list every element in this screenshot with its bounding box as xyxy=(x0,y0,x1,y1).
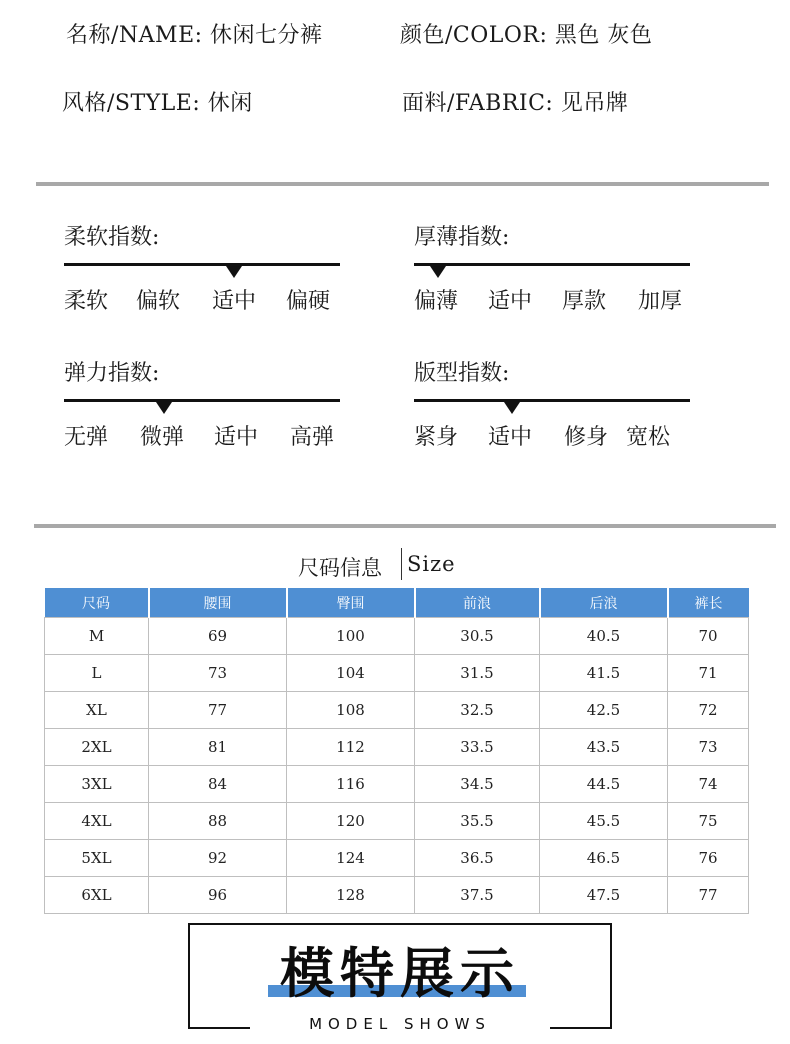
size-table-cell: 70 xyxy=(668,618,749,655)
size-table-cell: 100 xyxy=(287,618,415,655)
size-table-cell: 104 xyxy=(287,655,415,692)
elasticity-option-4: 高弹 xyxy=(290,425,335,450)
size-table-cell: 128 xyxy=(287,877,415,914)
size-table xyxy=(44,588,749,914)
size-table-cell: 96 xyxy=(149,877,287,914)
size-table-cell: 73 xyxy=(149,655,287,692)
size-table-cell: 40.5 xyxy=(540,618,668,655)
size-table-cell: 45.5 xyxy=(540,803,668,840)
thickness-marker-icon xyxy=(430,266,446,278)
size-table-cell: 30.5 xyxy=(415,618,540,655)
size-table-cell: 112 xyxy=(287,729,415,766)
size-table-cell: XL xyxy=(45,692,149,729)
fit-option-3: 修身 xyxy=(564,425,609,450)
size-table-cell: 88 xyxy=(149,803,287,840)
size-table-cell: 84 xyxy=(149,766,287,803)
size-header-cell: 腰围 xyxy=(149,588,287,618)
size-title-en: Size xyxy=(407,552,456,576)
product-color: 颜色/COLOR: 黑色 灰色 xyxy=(400,23,653,48)
elasticity-marker-icon xyxy=(156,402,172,414)
softness-marker-icon xyxy=(226,266,242,278)
size-table-cell: 77 xyxy=(149,692,287,729)
top-separator xyxy=(36,182,769,186)
size-table-cell: M xyxy=(45,618,149,655)
table-row xyxy=(45,803,749,840)
softness-option-4: 偏硬 xyxy=(286,289,331,314)
model-shows-subtitle: MODEL SHOWS xyxy=(309,1015,491,1033)
middle-separator xyxy=(34,524,776,528)
size-table-cell: 108 xyxy=(287,692,415,729)
size-table-cell: 44.5 xyxy=(540,766,668,803)
size-header-cell: 臀围 xyxy=(287,588,415,618)
model-shows-banner xyxy=(188,923,612,1033)
thickness-option-1: 偏薄 xyxy=(414,289,459,314)
elasticity-option-2: 微弹 xyxy=(140,425,185,450)
table-row xyxy=(45,729,749,766)
size-table-cell: 32.5 xyxy=(415,692,540,729)
size-table-cell: 36.5 xyxy=(415,840,540,877)
thickness-option-2: 适中 xyxy=(488,289,533,314)
size-table-cell: 35.5 xyxy=(415,803,540,840)
size-table-cell: 75 xyxy=(668,803,749,840)
size-table-cell: 92 xyxy=(149,840,287,877)
size-table-cell: 6XL xyxy=(45,877,149,914)
thickness-option-3: 厚款 xyxy=(562,289,607,314)
size-title-cn: 尺码信息 xyxy=(298,556,382,580)
size-table-cell: 31.5 xyxy=(415,655,540,692)
size-table-cell: 43.5 xyxy=(540,729,668,766)
size-header-cell: 后浪 xyxy=(540,588,668,618)
size-table-body xyxy=(45,618,749,914)
fit-marker-icon xyxy=(504,402,520,414)
size-table-cell: 72 xyxy=(668,692,749,729)
size-table-cell: 81 xyxy=(149,729,287,766)
size-table-cell: 41.5 xyxy=(540,655,668,692)
elasticity-scale-line xyxy=(64,399,340,402)
elasticity-option-3: 适中 xyxy=(214,425,259,450)
size-table-cell: 2XL xyxy=(45,729,149,766)
size-table-cell: 76 xyxy=(668,840,749,877)
size-table-cell: 74 xyxy=(668,766,749,803)
thickness-scale-line xyxy=(414,263,690,266)
size-header-cell: 尺码 xyxy=(45,588,149,618)
elasticity-option-1: 无弹 xyxy=(64,425,109,450)
size-table-cell: 77 xyxy=(668,877,749,914)
table-row xyxy=(45,692,749,729)
size-table-cell: 3XL xyxy=(45,766,149,803)
fit-scale-line xyxy=(414,399,690,402)
thickness-title: 厚薄指数: xyxy=(414,225,510,250)
table-row xyxy=(45,766,749,803)
thickness-option-4: 加厚 xyxy=(638,289,683,314)
size-table-cell: 116 xyxy=(287,766,415,803)
fit-title: 版型指数: xyxy=(414,361,510,386)
size-table-cell: 37.5 xyxy=(415,877,540,914)
product-fabric: 面料/FABRIC: 见吊牌 xyxy=(402,91,629,116)
size-table-cell: 46.5 xyxy=(540,840,668,877)
size-header-cell: 裤长 xyxy=(668,588,749,618)
model-shows-title: 模特展示 xyxy=(280,942,520,1005)
size-table-cell: L xyxy=(45,655,149,692)
table-row xyxy=(45,840,749,877)
table-row xyxy=(45,618,749,655)
size-table-cell: 42.5 xyxy=(540,692,668,729)
size-table-cell: 47.5 xyxy=(540,877,668,914)
product-name: 名称/NAME: 休闲七分裤 xyxy=(66,23,323,48)
softness-option-1: 柔软 xyxy=(64,289,109,314)
size-table-cell: 34.5 xyxy=(415,766,540,803)
size-table-cell: 73 xyxy=(668,729,749,766)
size-table-cell: 71 xyxy=(668,655,749,692)
product-style: 风格/STYLE: 休闲 xyxy=(62,91,253,116)
size-table-header-row xyxy=(45,588,749,618)
softness-title: 柔软指数: xyxy=(64,225,160,250)
fit-option-1: 紧身 xyxy=(414,425,459,450)
softness-scale-line xyxy=(64,263,340,266)
size-table-cell: 120 xyxy=(287,803,415,840)
size-table-cell: 33.5 xyxy=(415,729,540,766)
softness-option-3: 适中 xyxy=(212,289,257,314)
size-header-cell: 前浪 xyxy=(415,588,540,618)
fit-option-4: 宽松 xyxy=(626,425,671,450)
size-title-divider xyxy=(401,548,402,580)
softness-option-2: 偏软 xyxy=(136,289,181,314)
fit-option-2: 适中 xyxy=(488,425,533,450)
elasticity-title: 弹力指数: xyxy=(64,361,160,386)
size-table-cell: 4XL xyxy=(45,803,149,840)
table-row xyxy=(45,877,749,914)
size-table-cell: 69 xyxy=(149,618,287,655)
table-row xyxy=(45,655,749,692)
banner-frame-top xyxy=(188,923,612,925)
size-table-cell: 5XL xyxy=(45,840,149,877)
size-table-cell: 124 xyxy=(287,840,415,877)
